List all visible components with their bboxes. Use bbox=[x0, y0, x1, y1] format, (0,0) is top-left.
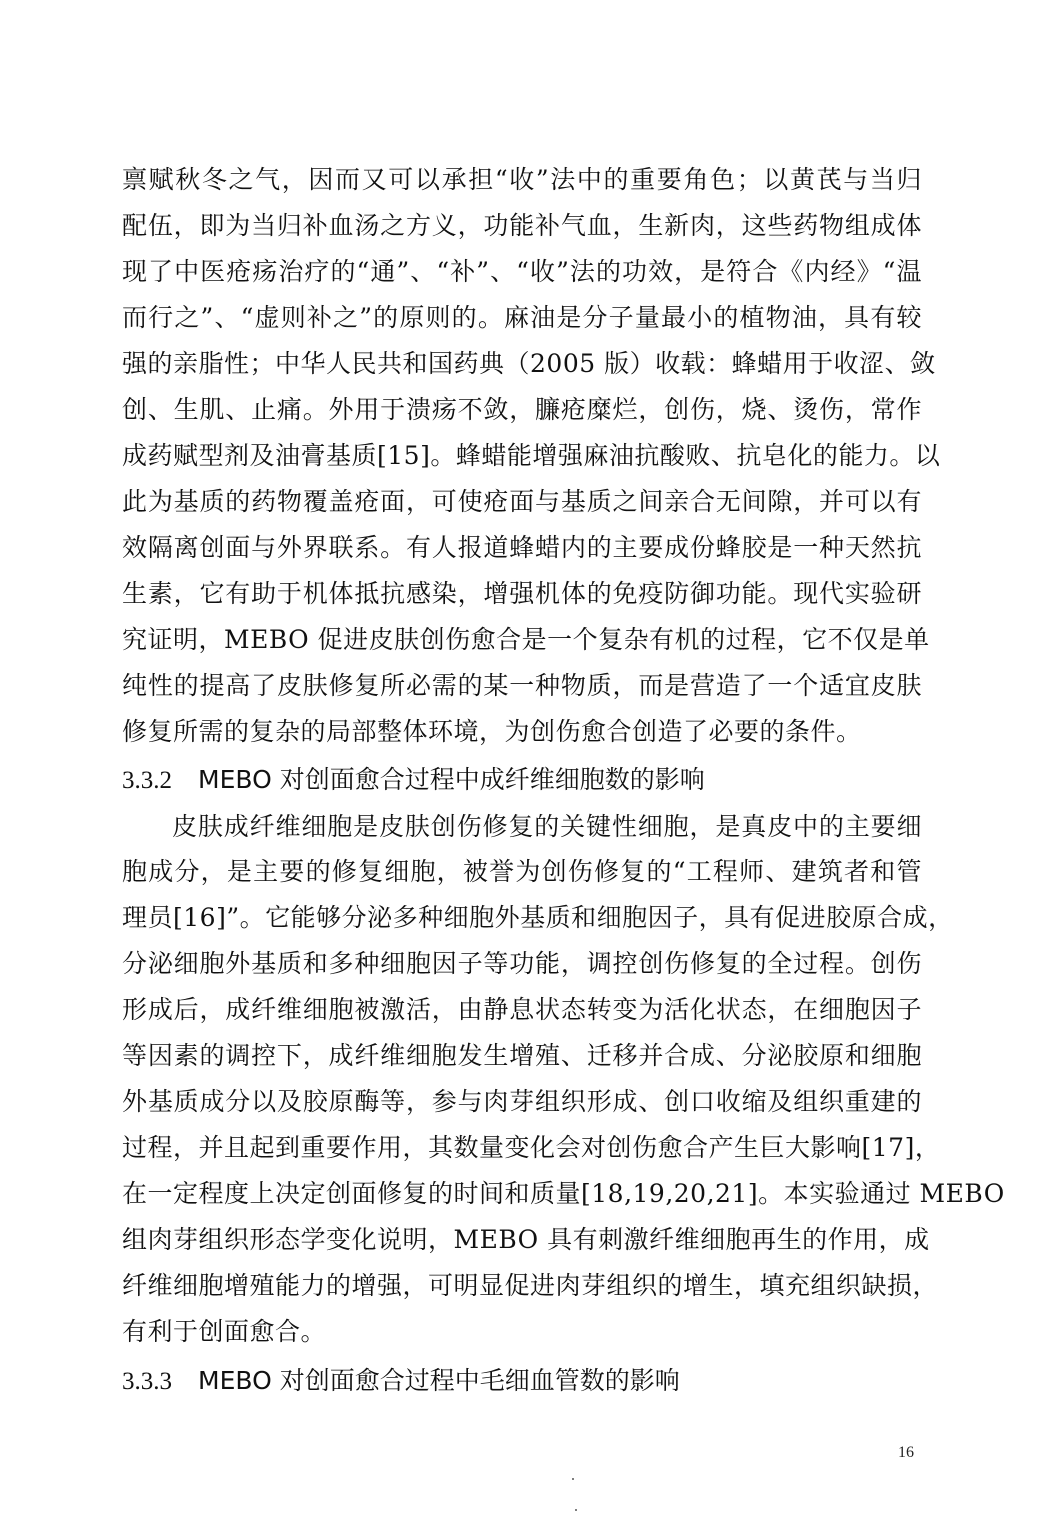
section-title: MEBO 对创面愈合过程中成纤维细胞数的影响 bbox=[198, 765, 705, 794]
paragraph-1-line-4: 而行之”、“虚则补之”的原则的。麻油是分子量最小的植物油，具有较 bbox=[122, 303, 922, 332]
paragraph-1-line-5: 强的亲脂性；中华人民共和国药典（2005 版）收载：蜂蜡用于收涩、敛 bbox=[122, 349, 936, 378]
paragraph-2-line-10: 组肉芽组织形态学变化说明，MEBO 具有刺激纤维细胞再生的作用，成 bbox=[122, 1225, 930, 1254]
paragraph-2-line-3: 理员[16]”。它能够分泌多种细胞外基质和细胞因子，具有促进胶原合成， bbox=[122, 903, 954, 932]
section-heading-3-3-2 bbox=[122, 765, 705, 796]
page-number: 16 bbox=[898, 1444, 914, 1461]
paragraph-2-line-2: 胞成分，是主要的修复细胞，被誉为创伤修复的“工程师、建筑者和管 bbox=[122, 857, 922, 886]
section-heading-3-3-3 bbox=[122, 1366, 680, 1397]
paragraph-1-line-6: 创、生肌、止痛。外用于溃疡不敛，臁疮糜烂，创伤，烧、烫伤，常作 bbox=[122, 395, 922, 424]
section-number: 3.3.2 bbox=[122, 767, 172, 794]
paragraph-1-line-7: 成药赋型剂及油膏基质[15]。蜂蜡能增强麻油抗酸败、抗皂化的能力。以 bbox=[122, 441, 941, 470]
paragraph-2-line-4: 分泌细胞外基质和多种细胞因子等功能，调控创伤修复的全过程。创伤 bbox=[122, 949, 922, 978]
paragraph-2-line-7: 外基质成分以及胶原酶等，参与肉芽组织形成、创口收缩及组织重建的 bbox=[122, 1087, 922, 1116]
paragraph-1-line-3: 现了中医疮疡治疗的“通”、“补”、“收”法的功效，是符合《内经》“温 bbox=[122, 257, 922, 286]
scan-speck bbox=[572, 1478, 574, 1480]
paragraph-2-line-12: 有利于创面愈合。 bbox=[122, 1317, 327, 1346]
paragraph-1-line-12: 纯性的提高了皮肤修复所必需的某一种物质，而是营造了一个适宜皮肤 bbox=[122, 671, 922, 700]
paragraph-1-line-9: 效隔离创面与外界联系。有人报道蜂蜡内的主要成份蜂胶是一种天然抗 bbox=[122, 533, 922, 562]
paragraph-1-line-1: 禀赋秋冬之气，因而又可以承担“收”法中的重要角色；以黄芪与当归 bbox=[122, 165, 922, 194]
paragraph-1-line-13: 修复所需的复杂的局部整体环境，为创伤愈合创造了必要的条件。 bbox=[122, 717, 862, 746]
paragraph-1-line-10: 生素，它有助于机体抵抗感染，增强机体的免疫防御功能。现代实验研 bbox=[122, 579, 922, 608]
paragraph-2-line-1: 皮肤成纤维细胞是皮肤创伤修复的关键性细胞，是真皮中的主要细 bbox=[172, 812, 922, 841]
section-title: MEBO 对创面愈合过程中毛细血管数的影响 bbox=[198, 1366, 680, 1395]
paragraph-2-line-11: 纤维细胞增殖能力的增强，可明显促进肉芽组织的增生，填充组织缺损， bbox=[122, 1271, 939, 1300]
paragraph-2-line-9: 在一定程度上决定创面修复的时间和质量[18,19,20,21]。本实验通过 MEBO bbox=[122, 1179, 1005, 1208]
paragraph-2-line-6: 等因素的调控下，成纤维细胞发生增殖、迁移并合成、分泌胶原和细胞 bbox=[122, 1041, 922, 1070]
paragraph-1-line-2: 配伍，即为当归补血汤之方义，功能补气血，生新肉，这些药物组成体 bbox=[122, 211, 922, 240]
paragraph-2-line-8: 过程，并且起到重要作用，其数量变化会对创伤愈合产生巨大影响[17]， bbox=[122, 1133, 941, 1162]
paragraph-1-line-11: 究证明，MEBO 促进皮肤创伤愈合是一个复杂有机的过程，它不仅是单 bbox=[122, 625, 930, 654]
section-number: 3.3.3 bbox=[122, 1368, 172, 1395]
scan-speck bbox=[575, 1509, 577, 1511]
paragraph-2-line-5: 形成后，成纤维细胞被激活，由静息状态转变为活化状态，在细胞因子 bbox=[122, 995, 922, 1024]
paragraph-1-line-8: 此为基质的药物覆盖疮面，可使疮面与基质之间亲合无间隙，并可以有 bbox=[122, 487, 922, 516]
